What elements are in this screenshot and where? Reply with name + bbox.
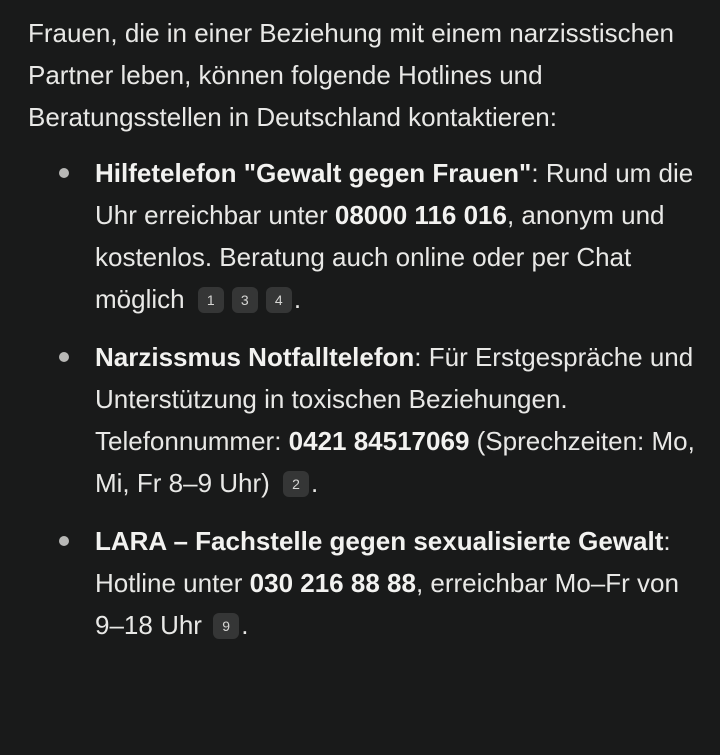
item-text: (Sprechzeiten: Mo, Mi, Fr 8–9 Uhr) <box>95 426 695 498</box>
bullet-icon <box>59 168 69 178</box>
list-item <box>28 336 698 504</box>
item-title: Narzissmus Notfalltelefon <box>95 342 415 372</box>
answer-content <box>28 12 698 662</box>
item-title: LARA – Fachstelle gegen sexualisierte Gewalt <box>95 526 664 556</box>
item-end: . <box>241 610 249 640</box>
item-text: : Rund um die Uhr erreichbar unter <box>95 158 694 230</box>
item-end: . <box>311 468 319 498</box>
item-end: . <box>293 284 302 314</box>
hotline-list <box>28 152 698 646</box>
bullet-icon <box>59 352 69 362</box>
item-phone: 08000 116 016 <box>334 200 507 230</box>
citation-badge[interactable]: 2 <box>283 471 309 497</box>
item-text: , anonym und kostenlos. Beratung auch online oder per Chat möglich <box>95 200 665 314</box>
citation-badge[interactable]: 4 <box>266 287 292 313</box>
item-text: : Hotline unter <box>95 526 671 598</box>
intro-paragraph: Frauen, die in einer Beziehung mit einem narzisstischen Partner leben, können folgende Hotlines und Beratungsstellen in Deutschland kontaktieren: <box>28 18 675 132</box>
item-text: : Für Erstgespräche und Unterstützung in toxischen Beziehungen. Telefonnummer: <box>95 342 694 456</box>
item-text: , erreichbar Mo–Fr von 9–18 Uhr <box>95 568 679 640</box>
bullet-icon <box>59 536 69 546</box>
item-phone: 030 216 88 88 <box>249 568 416 598</box>
citation-badge[interactable]: 3 <box>232 287 258 313</box>
citation-badge[interactable]: 1 <box>198 287 224 313</box>
item-title: Hilfetelefon "Gewalt gegen Frauen" <box>95 158 532 188</box>
list-item <box>28 520 698 646</box>
citation-badge[interactable]: 9 <box>213 613 239 639</box>
item-phone: 0421 84517069 <box>288 426 470 456</box>
list-item <box>28 152 698 320</box>
